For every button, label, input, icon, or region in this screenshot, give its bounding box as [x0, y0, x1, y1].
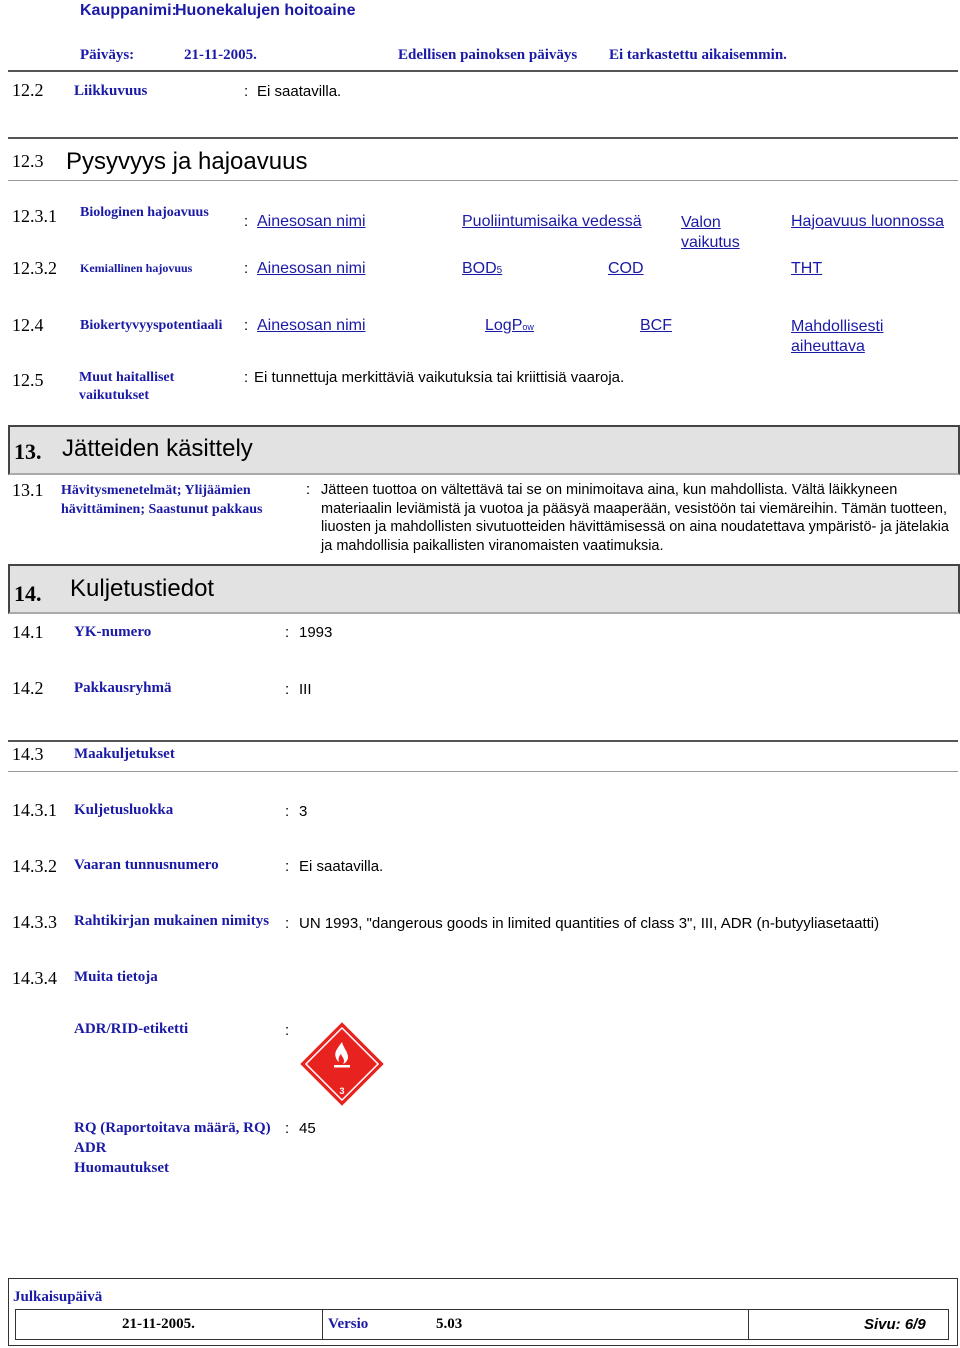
previous-edition-label: Edellisen painoksen päiväys [398, 47, 578, 63]
shipping-name-label: Rahtikirjan mukainen nimitys [74, 913, 270, 929]
logp-text: LogP [485, 317, 523, 334]
land-transport-label: Maakuljetukset [74, 746, 175, 762]
column-ingredient-name: Ainesosan nimi [257, 213, 366, 230]
transport-title: Kuljetustiedot [70, 575, 215, 602]
colon: : [244, 260, 249, 277]
column-bcf: BCF [640, 317, 672, 334]
section-13-header [8, 425, 960, 475]
colon: : [285, 624, 290, 641]
previous-edition-value: Ei tarkastettu aikaisemmin. [609, 47, 787, 63]
bod-text: BOD [462, 260, 497, 277]
section-number: 12.5 [12, 370, 44, 390]
column-cod: COD [608, 260, 644, 277]
flammable-liquid-diamond-icon [300, 1022, 384, 1106]
colon: : [285, 681, 290, 698]
colon: : [285, 803, 290, 820]
column-bod [462, 260, 502, 278]
section-number: 13.1 [12, 480, 44, 500]
section-rule [8, 740, 958, 742]
product-label: Kauppanimi: [80, 2, 177, 19]
packing-group-label: Pakkausryhmä [74, 680, 172, 696]
publication-date-value: 21-11-2005. [122, 1316, 195, 1332]
hazard-class-number: 3 [339, 1086, 345, 1096]
hazard-number-label: Vaaran tunnusnumero [74, 857, 219, 873]
section-number: 12.3 [12, 151, 44, 171]
hazard-number-value: Ei saatavilla. [299, 858, 384, 875]
section-number: 14.2 [12, 678, 44, 698]
column-half-life: Puoliintumisaika vedessä [462, 213, 642, 230]
transport-class-label: Kuljetusluokka [74, 802, 174, 818]
other-effects-label: Muut haitalliset vaikutukset [79, 370, 175, 403]
column-ingredient-name: Ainesosan nimi [257, 317, 366, 334]
section-14-header [8, 564, 960, 614]
persistence-title: Pysyvyys ja hajoavuus [66, 148, 308, 175]
section-rule [8, 180, 958, 181]
date-label: Päiväys: [80, 47, 135, 63]
logp-subscript: ow [522, 322, 534, 332]
colon: : [306, 481, 311, 498]
column-light-effect: Valon vaikutus [681, 214, 740, 251]
mobility-label: Liikkuvuus [74, 83, 148, 99]
rq-label [74, 1118, 271, 1178]
colon: : [244, 83, 249, 100]
colon: : [285, 1022, 290, 1039]
column-logpow [485, 317, 534, 335]
un-number-value: 1993 [299, 624, 333, 641]
colon: : [285, 915, 290, 932]
header-rule [8, 70, 958, 72]
colon: : [244, 317, 249, 334]
column-potential: Mahdollisesti aiheuttava [791, 318, 884, 355]
date-value: 21-11-2005. [184, 47, 257, 63]
footer-divider [748, 1310, 749, 1339]
section-number: 14.1 [12, 622, 44, 642]
section-number: 12.3.2 [12, 258, 57, 278]
waste-title: Jätteiden käsittely [62, 435, 253, 462]
section-number: 14. [14, 581, 42, 606]
shipping-name-value: UN 1993, "dangerous goods in limited quantities of class 3", III, ADR (n-butyyliasetaatti) [299, 915, 880, 932]
section-number: 13. [14, 439, 42, 464]
section-number: 12.3.1 [12, 206, 57, 226]
product-name: Huonekalujen hoitoaine [175, 2, 356, 19]
version-value: 5.03 [436, 1316, 463, 1332]
column-ingredient-name: Ainesosan nimi [257, 260, 366, 277]
colon: : [285, 1120, 290, 1137]
colon: : [244, 369, 249, 386]
section-number: 14.3.4 [12, 968, 57, 988]
other-effects-value: Ei tunnettuja merkittäviä vaikutuksia tai kriittisiä vaaroja. [254, 369, 625, 386]
section-rule [8, 137, 958, 139]
bioaccumulation-label: Biokertyvyyspotentiaali [80, 318, 223, 333]
footer-inner-box [15, 1309, 949, 1340]
section-number: 14.3.1 [12, 800, 57, 820]
rq-label-line: ADR [74, 1140, 107, 1156]
footer-box [8, 1278, 958, 1346]
section-number: 14.3.2 [12, 856, 57, 876]
mobility-value: Ei saatavilla. [257, 83, 342, 100]
biodegradability-label: Biologinen hajoavuus [80, 205, 209, 220]
page-number: Sivu: 6/9 [864, 1316, 926, 1333]
other-info-label: Muita tietoja [74, 969, 158, 985]
section-number: 14.3 [12, 744, 44, 764]
publication-date-label: Julkaisupäivä [13, 1289, 103, 1305]
footer-divider [322, 1310, 323, 1339]
section-rule [8, 771, 958, 772]
version-label: Versio [328, 1316, 369, 1332]
packing-group-value: III [299, 681, 312, 698]
colon: : [244, 213, 249, 230]
chemical-degradability-label: Kemiallinen hajovuus [80, 261, 193, 275]
rq-label-line: RQ (Raportoitava määrä, RQ) [74, 1120, 271, 1136]
column-natural-degradability: Hajoavuus luonnossa [791, 213, 944, 230]
un-number-label: YK-numero [74, 624, 152, 640]
section-number: 12.2 [12, 80, 44, 100]
adr-label-label: ADR/RID-etiketti [74, 1021, 189, 1037]
colon: : [285, 858, 290, 875]
rq-value: 45 [299, 1120, 316, 1137]
section-number: 14.3.3 [12, 912, 57, 932]
bod-subscript: 5 [496, 265, 503, 276]
disposal-value: Jätteen tuottoa on vältettävä tai se on minimoitava aina, kun mahdollista. Vältä läikkyneen materiaalin leviämistä ja vuotoa ja pääsyä maaperään, vesistöön tai viemäreihin. Tämän tuotteen, liuosten ja mahdollisten sivutuotteiden hävittämisessä on aina noudatettava ympäristö- ja jätelakia ja mahdollisia paikallisten viranomaisten vaatimuksia. [321, 482, 949, 555]
transport-class-value: 3 [299, 803, 308, 820]
section-number: 12.4 [12, 315, 44, 335]
column-tht: THT [791, 260, 823, 277]
disposal-label: Hävitysmenetelmät; Ylijäämien hävittäminen; Saastunut pakkaus [61, 483, 263, 517]
rq-label-line: Huomautukset [74, 1160, 170, 1176]
